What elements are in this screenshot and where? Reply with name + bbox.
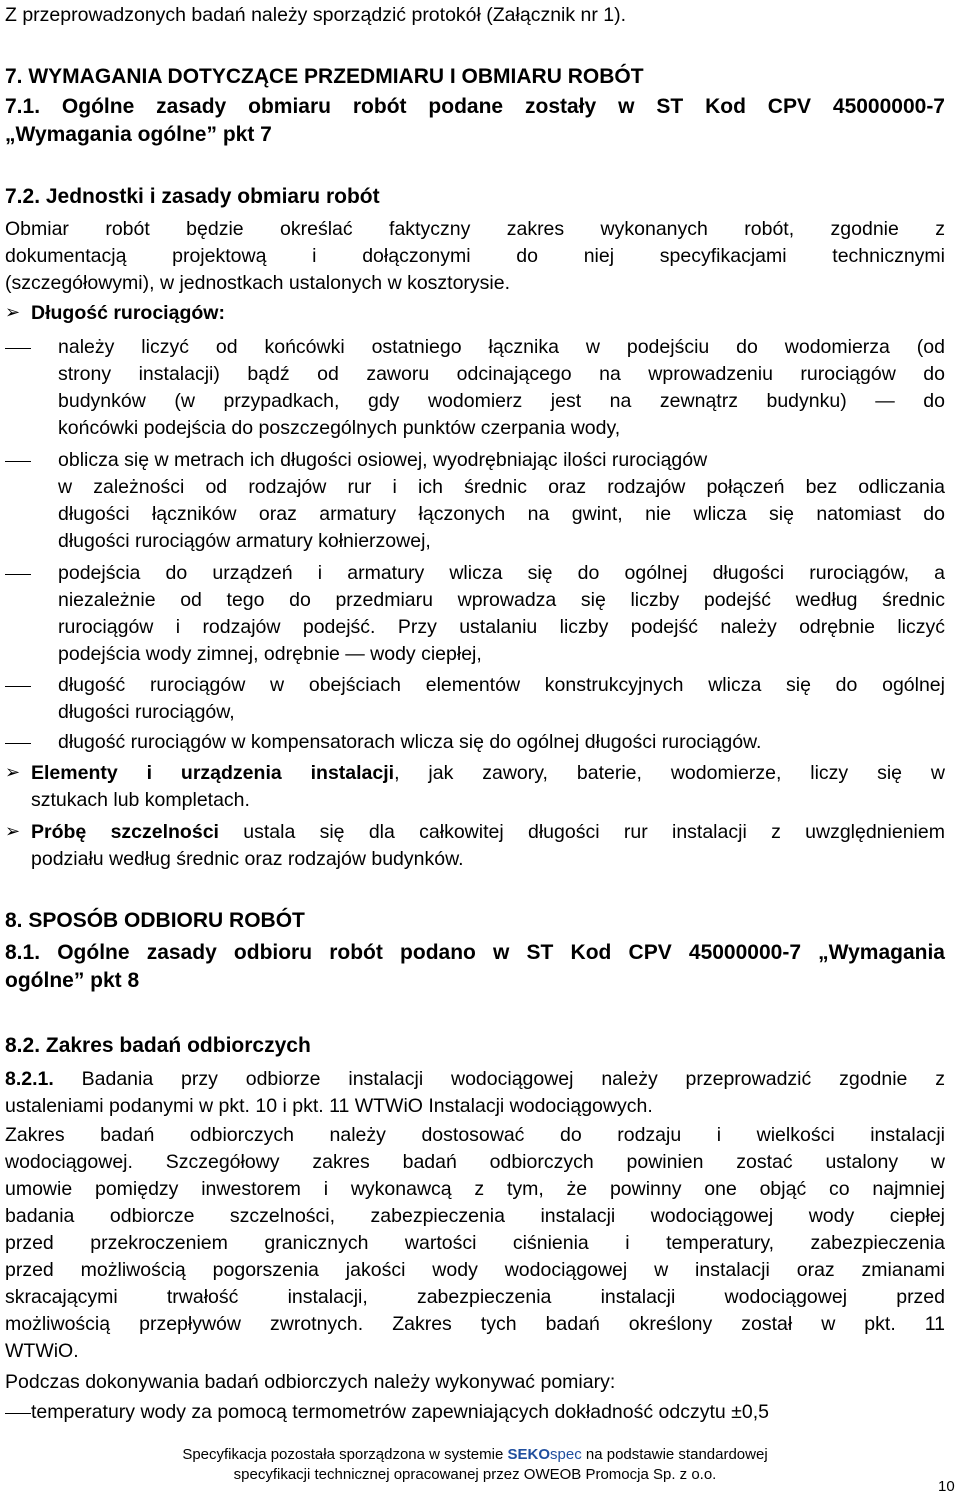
sekospec-logo-bold: SEKO	[507, 1446, 551, 1463]
section-8-2-heading: 8.2. Zakres badań odbiorczych	[5, 1034, 311, 1057]
dash-item-line: podejścia wody zimnej, odrębnie — wody ciepłej,	[58, 643, 482, 665]
paragraph-text: Badania przy odbiorze instalacji wodociągowej należy przeprowadzić zgodnie z	[53, 1068, 945, 1090]
bullet-line: podziału według średnic oraz rodzajów budynków.	[31, 848, 464, 870]
dash-item-line: podejścia do urządzeń i armatury wlicza się do ogólnej długości rurociągów, a	[58, 562, 945, 584]
bullet-text: ustala się dla całkowitej długości rur instalacji z uwzględnieniem	[218, 821, 945, 843]
bullet-line: sztukach lub kompletach.	[31, 789, 250, 811]
paragraph-line: Podczas dokonywania badań odbiorczych należy wykonywać pomiary:	[5, 1371, 616, 1393]
paragraph-line: przed przekroczeniem granicznych wartości ciśnienia i temperatury, zabezpieczenia	[5, 1232, 945, 1254]
section-8-2-1-line-1	[5, 1066, 945, 1092]
footer-line-2: specyfikacji technicznej opracowanej przez OWEOB Promocja Sp. z o.o.	[233, 1466, 717, 1483]
dash-item-line: należy liczyć od końcówki ostatniego łącznika w podejściu do wodomierza (od	[58, 336, 945, 358]
bullet-title: Długość rurociągów:	[31, 302, 225, 324]
bullet-arrow-icon: ➢	[5, 821, 21, 841]
section-8-1-line-2: ogólne” pkt 8	[5, 969, 140, 992]
section-number: 8.2.1.	[5, 1068, 54, 1090]
dash-bullet-icon	[5, 743, 31, 744]
bullet-line	[31, 819, 945, 845]
bullet-text: , jak zawory, baterie, wodomierze, liczy się w	[394, 762, 946, 784]
intro-line: Z przeprowadzonych badań należy sporządzić protokół (Załącznik nr 1).	[5, 4, 627, 26]
bullet-arrow-icon: ➢	[5, 302, 21, 322]
paragraph-line: możliwością przepływów zwrotnych. Zakres tych badań określony został w pkt. 11	[5, 1313, 945, 1335]
paragraph-line: ustaleniami podanymi w pkt. 10 i pkt. 11 WTWiO Instalacji wodociągowych.	[5, 1095, 653, 1117]
paragraph-line: umowie pomiędzy inwestorem i wykonawcą z tym, że powinny one objąć co najmniej	[5, 1178, 945, 1200]
section-7-2-heading: 7.2. Jednostki i zasady obmiaru robót	[5, 185, 380, 208]
dash-item-line: strony instalacji) bądź od zaworu odcinającego na wprowadzeniu rurociągów do	[58, 363, 945, 385]
bullet-arrow-icon: ➢	[5, 762, 21, 782]
dash-bullet-icon	[5, 461, 31, 462]
paragraph-line: Obmiar robót będzie określać faktyczny zakres wykonanych robót, zgodnie z	[5, 218, 945, 240]
paragraph-line: wodociągowej. Szczegółowy zakres badań odbiorczych powinien zostać ustalony w	[5, 1151, 945, 1173]
section-8-1-line-1: 8.1. Ogólne zasady odbioru robót podano w ST Kod CPV 45000000-7 „Wymagania	[5, 941, 945, 964]
dash-item-line: długości rurociągów,	[58, 701, 235, 723]
section-7-1-line-1: 7.1. Ogólne zasady obmiaru robót podane zostały w ST Kod CPV 45000000-7	[5, 95, 945, 118]
section-8-heading: 8. SPOSÓB ODBIORU ROBÓT	[5, 909, 305, 932]
paragraph-line: (szczegółowymi), w jednostkach ustalonych w kosztorysie.	[5, 272, 511, 294]
dash-item-line: niezależnie od tego do przedmiaru wprowadza się liczby podejść według średnic	[58, 589, 945, 611]
dash-item-line: oblicza się w metrach ich długości osiowej, wyodrębniając ilości rurociągów	[58, 449, 708, 471]
dash-bullet-icon	[5, 348, 31, 349]
paragraph-line: skracającymi trwałość instalacji, zabezpieczenia instalacji wodociągowej przed	[5, 1286, 945, 1308]
section-7-heading: 7. WYMAGANIA DOTYCZĄCE PRZEDMIARU I OBMIARU ROBÓT	[5, 65, 644, 88]
paragraph-line: WTWiO.	[5, 1340, 79, 1362]
paragraph-line: Zakres badań odbiorczych należy dostosować do rodzaju i wielkości instalacji	[5, 1124, 945, 1146]
bullet-bold-label: Próbę szczelności	[31, 821, 219, 843]
dash-bullet-icon	[5, 574, 31, 575]
dash-item-line: w zależności od rodzajów rur i ich średnic oraz rodzajów połączeń bez odliczania	[58, 476, 945, 498]
bullet-line	[31, 760, 945, 786]
dash-item-line: długość rurociągów w kompensatorach wlicza się do ogólnej długości rurociągów.	[58, 731, 762, 753]
bullet-bold-label: Elementy i urządzenia instalacji	[31, 762, 395, 784]
dash-item-line: końcówki podejścia do poszczególnych punktów czerpania wody,	[58, 417, 621, 439]
dash-item-line: rurociągów i rodzajów podejść. Przy ustalaniu liczby podejść należy odrębnie liczyć	[58, 616, 945, 638]
dash-item-line: temperatury wody za pomocą termometrów zapewniających dokładność odczytu ±0,5	[31, 1401, 769, 1423]
dash-bullet-icon	[5, 1413, 31, 1414]
page-number: 10	[938, 1478, 955, 1495]
sekospec-logo-light: spec	[550, 1446, 582, 1463]
footer-text: na podstawie standardowej	[581, 1446, 768, 1463]
dash-item-line: długości rurociągów armatury kołnierzowej,	[58, 530, 431, 552]
footer-text: Specyfikacja pozostała sporządzona w systemie	[182, 1446, 508, 1463]
section-7-1-line-2: „Wymagania ogólne” pkt 7	[5, 123, 272, 146]
paragraph-line: przed możliwością pogorszenia jakości wody wodociągowej w instalacji oraz zmianami	[5, 1259, 945, 1281]
dash-item-line: budynków (w przypadkach, gdy wodomierz jest na zewnątrz budynku) — do	[58, 390, 945, 412]
paragraph-line: dokumentacją projektową i dołączonymi do niej specyfikacjami technicznymi	[5, 245, 945, 267]
footer-line-1	[5, 1445, 945, 1464]
dash-bullet-icon	[5, 686, 31, 687]
paragraph-line: badania odbiorcze szczelności, zabezpieczenia instalacji wodociągowej wody ciepłej	[5, 1205, 945, 1227]
dash-item-line: długości łączników oraz armatury łączonych na gwint, nie wlicza się natomiast do	[58, 503, 945, 525]
dash-item-line: długość rurociągów w obejściach elementów konstrukcyjnych wlicza się do ogólnej	[58, 674, 945, 696]
